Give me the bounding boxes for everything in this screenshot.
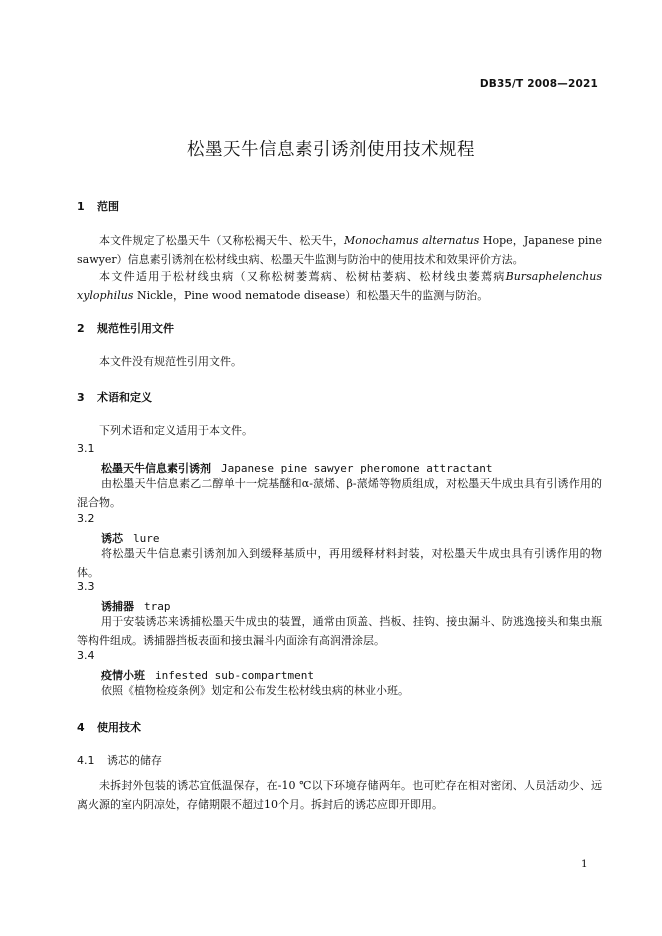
section-heading-3 [77,389,152,405]
page-number: 1 [581,858,588,870]
latin-name: Bursaphelenchus xylophilus [77,270,602,302]
subsection-title: 诱芯的储存 [107,754,162,767]
section-number: 1 [77,200,85,213]
term-cn: 诱芯 [101,532,123,545]
term-cn: 松墨天牛信息素引诱剂 [101,462,211,475]
terms-intro-paragraph: 下列术语和定义适用于本文件。 [99,424,253,437]
term-en: trap [144,600,171,613]
term-en: lure [133,532,160,545]
section-number: 2 [77,322,85,335]
normative-references-paragraph: 本文件没有规范性引用文件。 [99,355,242,368]
section-heading-4 [77,719,141,735]
section-title: 使用技术 [97,721,141,734]
text: Hope，Japanese pine sawyer）信息素引诱剂在松材线虫病、松墨天牛监测与防治中的使用技术和效果评价方法。 [77,234,602,266]
text: Nickle，Pine wood nematode disease）和松墨天牛的监测与防治。 [133,288,489,302]
term-en: infested sub-compartment [155,669,314,682]
term-heading [101,667,314,683]
section-heading-2 [77,320,174,336]
term-definition: 用于安装诱芯来诱捕松墨天牛成虫的装置，通常由顶盖、挡板、挂钩、接虫漏斗、防逃逸接头和集虫瓶等构件组成。诱捕器挡板表面和接虫漏斗内面涂有高润滑涂层。 [77,615,602,647]
text: 本文件适用于松材线虫病（又称松树萎蔫病、松树枯萎病、松材线虫萎蔫病 [99,270,506,283]
section-title: 术语和定义 [97,391,152,404]
term-heading [101,460,493,476]
term-number: 3.4 [77,649,95,662]
section-heading-1 [77,198,119,214]
section-number: 4 [77,721,85,734]
term-definition: 依照《植物检疫条例》划定和公布发生松材线虫病的林业小班。 [101,684,409,697]
document-code: DB35/T 2008—2021 [479,78,598,90]
lure-storage-paragraph: 未拆封外包装的诱芯宜低温保存，在-10 ℃以下环境存储两年。也可贮存在相对密闭、人员活动少、远离火源的室内阴凉处，存储期限不超过10个月。拆封后的诱芯应即开即用。 [77,779,602,811]
term-definition: 将松墨天牛信息素引诱剂加入到缓释基质中，再用缓释材料封装，对松墨天牛成虫具有引诱作用的物体。 [77,547,602,579]
section-title: 范围 [97,200,119,213]
latin-name: Monochamus alternatus [343,234,480,247]
term-number: 3.2 [77,512,95,525]
term-number: 3.3 [77,580,95,593]
term-cn: 诱捕器 [101,600,134,613]
term-cn: 疫情小班 [101,669,145,682]
text: 本文件规定了松墨天牛（又称松褐天牛、松天牛， [99,234,344,247]
section-number: 3 [77,391,85,404]
term-heading [101,530,160,546]
subsection-number: 4.1 [77,754,95,767]
scope-paragraph-1 [77,232,602,269]
scope-paragraph-2 [77,268,602,305]
subsection-heading-4-1 [77,752,162,768]
section-title: 规范性引用文件 [97,322,174,335]
term-heading [101,598,171,614]
document-title: 松墨天牛信息素引诱剂使用技术规程 [187,140,475,160]
term-definition: 由松墨天牛信息素乙二醇单十一烷基醚和α-蒎烯、β-蒎烯等物质组成，对松墨天牛成虫具有引诱作用的混合物。 [77,477,602,509]
term-number: 3.1 [77,442,95,455]
term-en: Japanese pine sawyer pheromone attractant [221,462,493,475]
